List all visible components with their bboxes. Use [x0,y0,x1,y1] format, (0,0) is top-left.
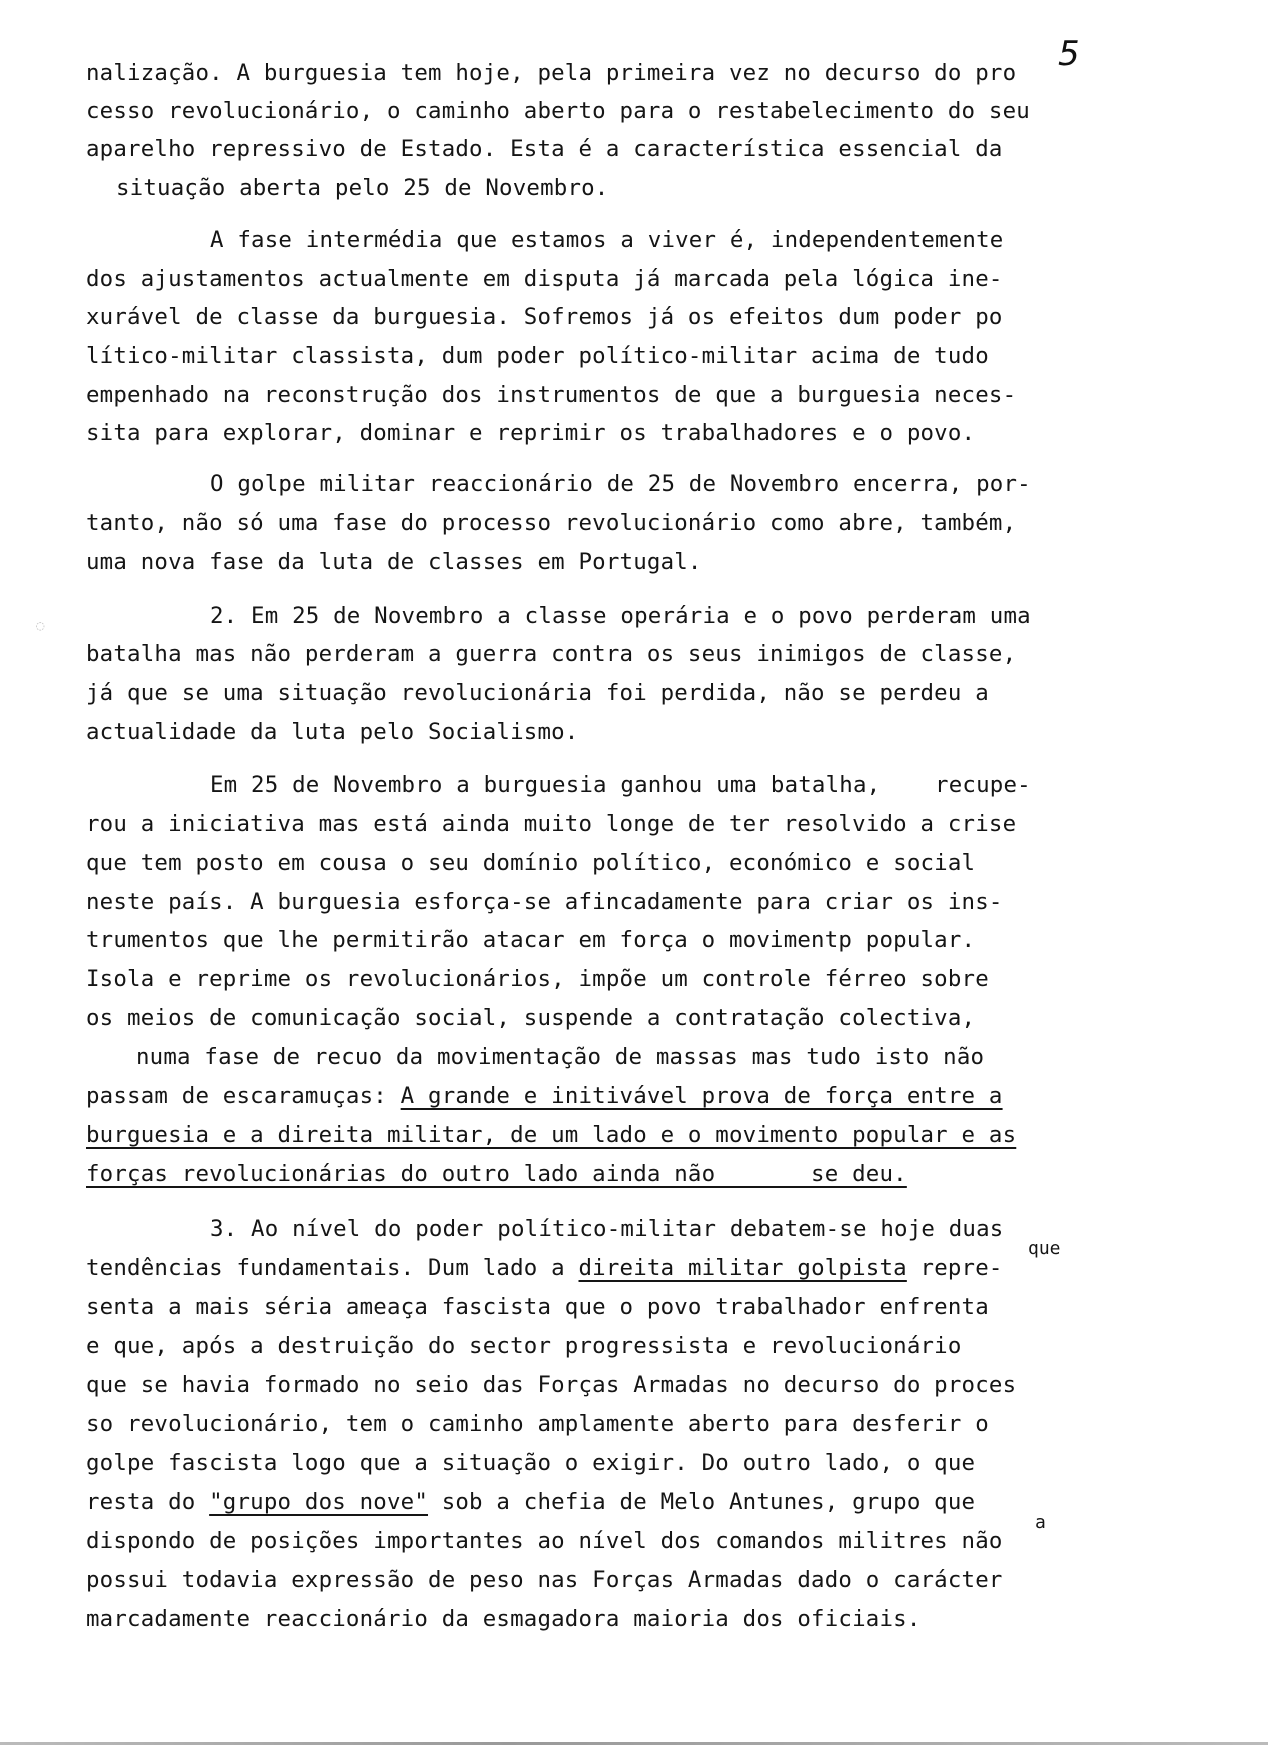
line-text: aparelho repressivo de Estado. Esta é a característica essencial da [86,136,1003,162]
text-line [86,639,1016,669]
text-line [86,1565,1003,1595]
text-line [86,264,1003,294]
text-line [86,964,989,994]
line-text: nalização. A burguesia tem hoje, pela primeira vez no decurso do pro [86,60,1017,86]
text-line [136,1042,984,1072]
line-text: dispondo de posições importantes ao nível dos comandos militres não [86,1528,1003,1554]
line-text: numa fase de recuo da movimentação de massas mas tudo isto não [136,1044,985,1070]
text-line [86,1120,1016,1150]
line-text: senta a mais séria ameaça fascista que o povo trabalhador enfrenta [86,1294,989,1320]
text-line [86,96,1030,126]
line-text: tanto, não só uma fase do processo revolucionário como abre, também, [86,510,1017,536]
line-text-after: sob a chefia de Melo Antunes, grupo que [428,1489,976,1515]
text-line [86,418,975,448]
insertion-mark: a [1035,1512,1046,1533]
text-line [210,601,1031,631]
underlined-text: direita militar golpista [578,1255,907,1281]
text-line [86,1526,1003,1556]
underlined-text: forças revolucionárias do outro lado ainda não se deu. [86,1161,907,1187]
line-text: sita para explorar, dominar e reprimir os trabalhadores e o povo. [86,420,976,446]
text-line [86,1604,921,1634]
text-line [210,770,1031,800]
line-text: 3. Ao nível do poder político-militar debatem-se hoje duas [210,1216,1004,1242]
line-text: lítico-militar classista, dum poder político-militar acima de tudo [86,343,989,369]
line-text: xurável de classe da burguesia. Sofremos já os efeitos dum poder po [86,304,1003,330]
line-text: 2. Em 25 de Novembro a classe operária e o povo perderam uma [210,603,1031,629]
line-text: que se havia formado no seio das Forças Armadas no decurso do proces [86,1372,1017,1398]
underlined-text: burguesia e a direita militar, de um lado e o movimento popular e as [86,1122,1017,1148]
page-bottom-rule [0,1742,1268,1745]
line-text: os meios de comunicação social, suspende a contratação colectiva, [86,1005,976,1031]
text-line [86,1159,907,1189]
text-line [86,717,579,747]
line-text: marcadamente reaccionário da esmagadora maioria dos oficiais. [86,1606,921,1632]
text-line [210,225,1003,255]
text-line [86,1253,1003,1283]
text-line [86,508,1016,538]
text-line [86,848,975,878]
text-line [86,302,1003,332]
line-text-after: repre- [906,1255,1003,1281]
line-text: passam de escaramuças: [86,1083,401,1109]
text-line [86,1370,1016,1400]
text-line [116,173,609,203]
text-line [86,341,989,371]
insertion-mark: que [1028,1238,1061,1259]
line-text: rou a iniciativa mas está ainda muito longe de ter resolvido a crise [86,811,1017,837]
text-line [86,1409,989,1439]
text-line [210,1214,1003,1244]
text-line [86,925,975,955]
text-line [86,58,1016,88]
text-line [86,1448,975,1478]
text-line [86,1331,962,1361]
text-line [86,678,989,708]
margin-mark: ◌ [36,618,45,634]
line-text: tendências fundamentais. Dum lado a [86,1255,579,1281]
text-line [86,547,702,577]
text-line [86,134,1003,164]
text-line [86,380,1016,410]
line-text: Isola e reprime os revolucionários, impõe um controle férreo sobre [86,966,989,992]
line-text: A fase intermédia que estamos a viver é, independentemente [210,227,1004,253]
line-text: trumentos que lhe permitirão atacar em força o movimentp popular. [86,927,976,953]
line-text: e que, após a destruição do sector progressista e revolucionário [86,1333,962,1359]
text-line [86,1003,975,1033]
line-text: neste país. A burguesia esforça-se afincadamente para criar os ins- [86,889,1003,915]
page-number: 5 [1058,34,1080,74]
line-text: situação aberta pelo 25 de Novembro. [116,175,609,201]
line-text: uma nova fase da luta de classes em Portugal. [86,549,702,575]
line-text: resta do [86,1489,210,1515]
text-line [86,1292,989,1322]
line-text: já que se uma situação revolucionária foi perdida, não se perdeu a [86,680,989,706]
line-text: batalha mas não perderam a guerra contra os seus inimigos de classe, [86,641,1017,667]
line-text: possui todavia expressão de peso nas Forças Armadas dado o carácter [86,1567,1003,1593]
line-text: empenhado na reconstrução dos instrumentos de que a burguesia neces- [86,382,1017,408]
line-text: dos ajustamentos actualmente em disputa já marcada pela lógica ine- [86,266,1003,292]
line-text: que tem posto em cousa o seu domínio político, económico e social [86,850,976,876]
line-text: so revolucionário, tem o caminho amplamente aberto para desferir o [86,1411,989,1437]
underlined-text: A grande e initivável prova de força entre a [400,1083,1003,1109]
line-text: golpe fascista logo que a situação o exigir. Do outro lado, o que [86,1450,976,1476]
line-text: O golpe militar reaccionário de 25 de Novembro encerra, por- [210,471,1031,497]
text-line [86,1487,975,1517]
line-text: cesso revolucionário, o caminho aberto para o restabelecimento do seu [86,98,1030,124]
text-line [86,1081,1003,1111]
underlined-text: "grupo dos nove" [209,1489,429,1515]
line-text: Em 25 de Novembro a burguesia ganhou uma batalha, recupe- [210,772,1031,798]
text-line [210,469,1031,499]
line-text: actualidade da luta pelo Socialismo. [86,719,579,745]
text-line [86,809,1016,839]
text-line [86,887,1003,917]
